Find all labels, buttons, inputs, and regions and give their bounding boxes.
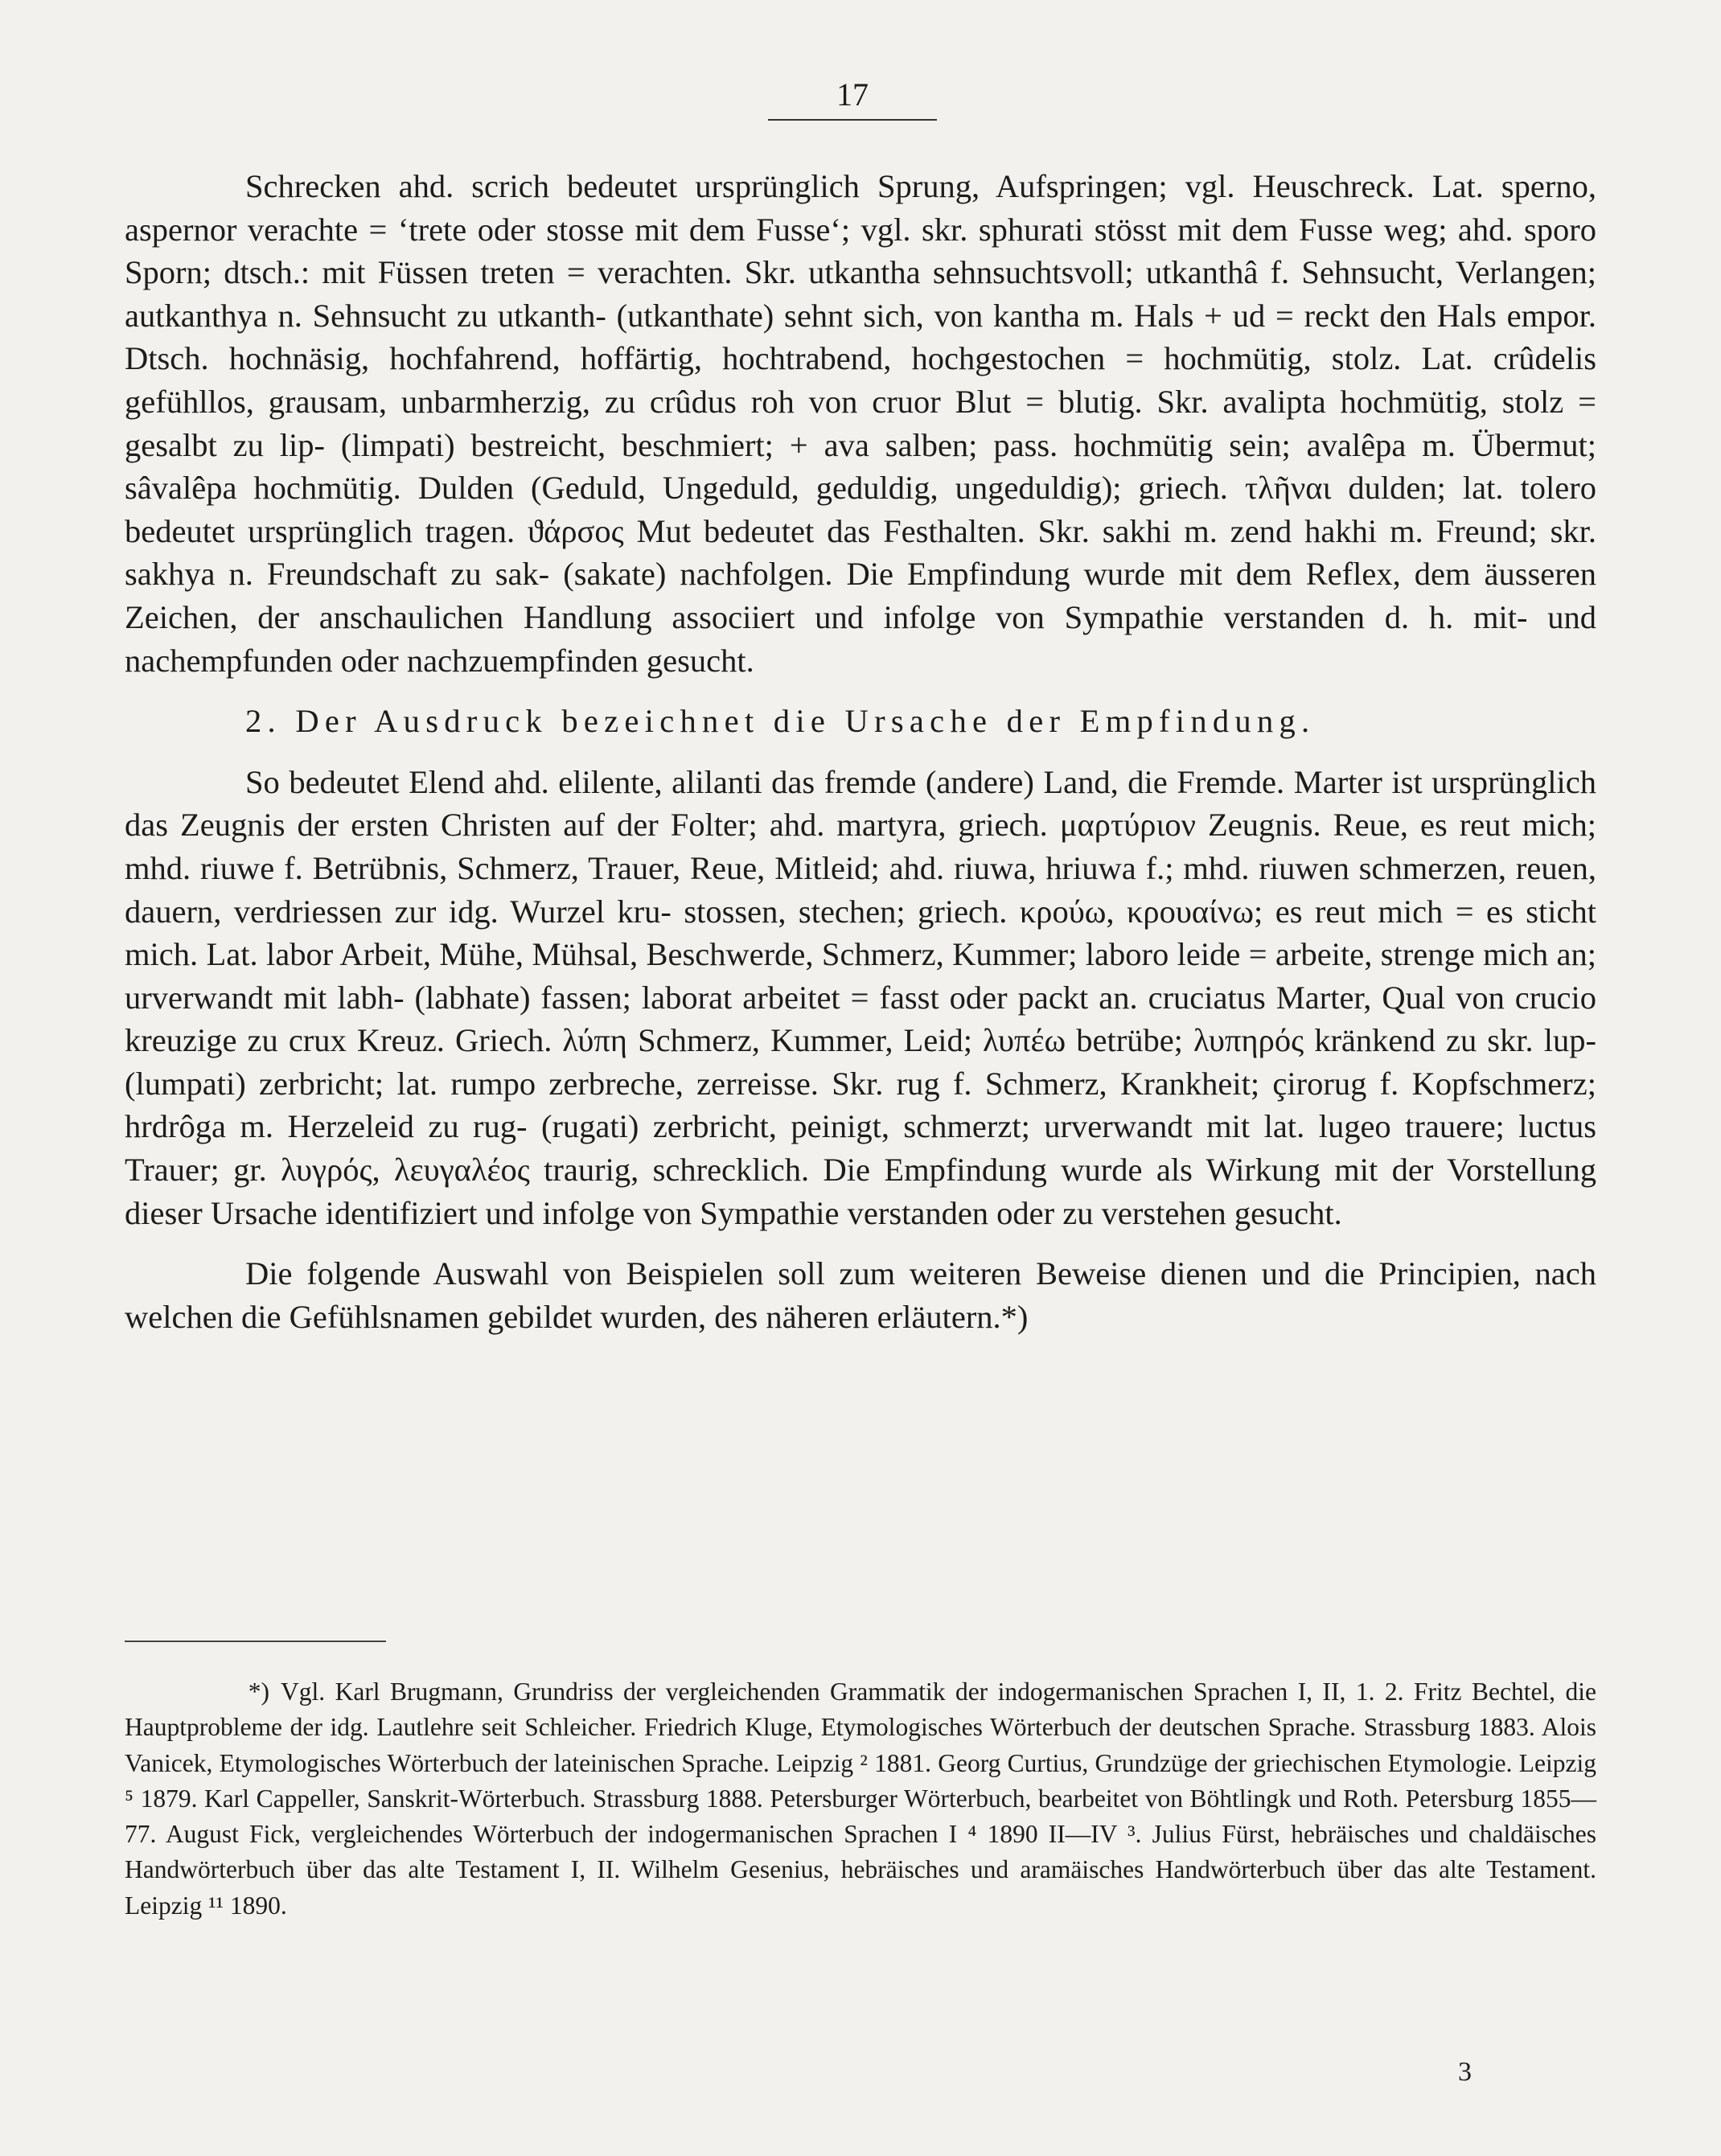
footnote [125,1674,1596,1924]
page-number: 17 [768,74,937,121]
paragraph-examples-cause: So bedeutet Elend ahd. elilente, alilanti das fremde (andere) Land, die Fremde. Marter ist ursprünglich das Zeugnis der ersten Christen auf der Folter; ahd. martyra, griech. μαρτύριον Zeugnis. Reue, es reut mich; mhd. riuwe f. Betrübnis, Schmerz, Trauer, Reue, Mitleid; ahd. riuwa, hriuwa f.; mhd. riuwen schmerzen, reuen, dauern, verdriessen zur idg. Wurzel kru- stossen, stechen; griech. κρούω, κρουαίνω; es reut mich = es sticht mich. Lat. labor Arbeit, Mühe, Mühsal, Beschwerde, Schmerz, Kummer; laboro leide = arbeite, strenge mich an; urverwandt mit labh- (labhate) fassen; laborat arbeitet = fasst oder packt an. cruciatus Marter, Qual von crucio kreuzige zu crux Kreuz. Griech. λύπη Schmerz, Kummer, Leid; λυπέω betrübe; λυπηρός kränkend zu skr. lup- (lumpati) zerbricht; lat. rumpo zerbreche, zerreisse. Skr. rug f. Schmerz, Krankheit; çirorug f. Kopfschmerz; hrdrôga m. Herzeleid zu rug- (rugati) zerbricht, peinigt, schmerzt; urverwandt mit lat. lugeo trauere; luctus Trauer; gr. λυγρός, λευγαλέος traurig, schrecklich. Die Empfindung wurde als Wirkung mit der Vorstellung dieser Ursache identifiziert und infolge von Sympathie verstanden oder zu verstehen gesucht. [125,763,1596,1231]
footnote-text: Vgl. Karl Brugmann, Grundriss der vergleichenden Grammatik der indogermanischen Sprachen I, II, 1. 2. Fritz Bechtel, die Hauptprobleme der idg. Lautlehre seit Schleicher. Friedrich Kluge, Etymologisches Wörterbuch der deutschen Sprache. Strassburg 1883. Alois Vanicek, Etymologisches Wörterbuch der lateinischen Sprache. Leipzig ² 1881. Georg Curtius, Grundzüge der griechischen Etymologie. Leipzig ⁵ 1879. Karl Cappeller, Sanskrit-Wörterbuch. Strassburg 1888. Petersburger Wörterbuch, bearbeitet von Böhtlingk und Roth. Petersburg 1855—77. August Fick, vergleichendes Wörterbuch der indogermanischen Sprachen I ⁴ 1890 II—IV ³. Julius Fürst, hebräisches und chaldäisches Handwörterbuch über das alte Testament I, II. Wilhelm Gesenius, hebräisches und aramäisches Handwörterbuch über das alte Testament. Leipzig ¹¹ 1890. [125,1678,1596,1920]
paragraph-conclusion: Die folgende Auswahl von Beispielen soll zum weiteren Beweise dienen und die Principien, nach welchen die Gefühlsnamen gebildet wurden, des näheren erläutern.*) [125,1255,1596,1335]
paragraph-examples-reflex: Schrecken ahd. scrich bedeutet ursprünglich Sprung, Aufspringen; vgl. Heuschreck. Lat. sperno, aspernor verachte = ‘trete oder stosse mit dem Fusse‘; vgl. skr. sphurati stösst mit dem Fusse weg; ahd. sporo Sporn; dtsch.: mit Füssen treten = verachten. Skr. utkantha sehnsuchtsvoll; utkanthâ f. Sehnsucht, Verlangen; autkanthya n. Sehnsucht zu utkanth- (utkanthate) sehnt sich, von kantha m. Hals + ud = reckt den Hals empor. Dtsch. hochnäsig, hochfahrend, hoffärtig, hochtrabend, hochgestochen = hochmütig, stolz. Lat. crûdelis gefühllos, grausam, unbarmherzig, zu crûdus roh von cruor Blut = blutig. Skr. avalipta hochmütig, stolz = gesalbt zu lip- (limpati) bestreicht, beschmiert; + ava salben; pass. hochmütig sein; avalêpa m. Übermut; sâvalêpa hochmütig. Dulden (Geduld, Ungeduld, geduldig, ungeduldig); griech. τλῆναι dulden; lat. tolero bedeutet ursprünglich tragen. ϑάρσος Mut bedeutet das Festhalten. Skr. sakhi m. zend hakhi m. Freund; skr. sakhya n. Freundschaft zu sak- (sakate) nachfolgen. Die Empfindung wurde mit dem Reflex, dem äusseren Zeichen, der anschaulichen Handlung associiert und infolge von Sympathie verstanden d. h. mit- und nachempfunden oder nachzuempfinden gesucht. [125,168,1596,679]
signature-mark: 3 [1458,2057,1472,2087]
section-heading-cause: 2. Der Ausdruck bezeichnet die Ursache der Empfindung. [245,703,1316,740]
footnote-marker: *) [248,1678,269,1706]
footnote-divider [125,1641,386,1642]
main-text [125,165,1596,1338]
